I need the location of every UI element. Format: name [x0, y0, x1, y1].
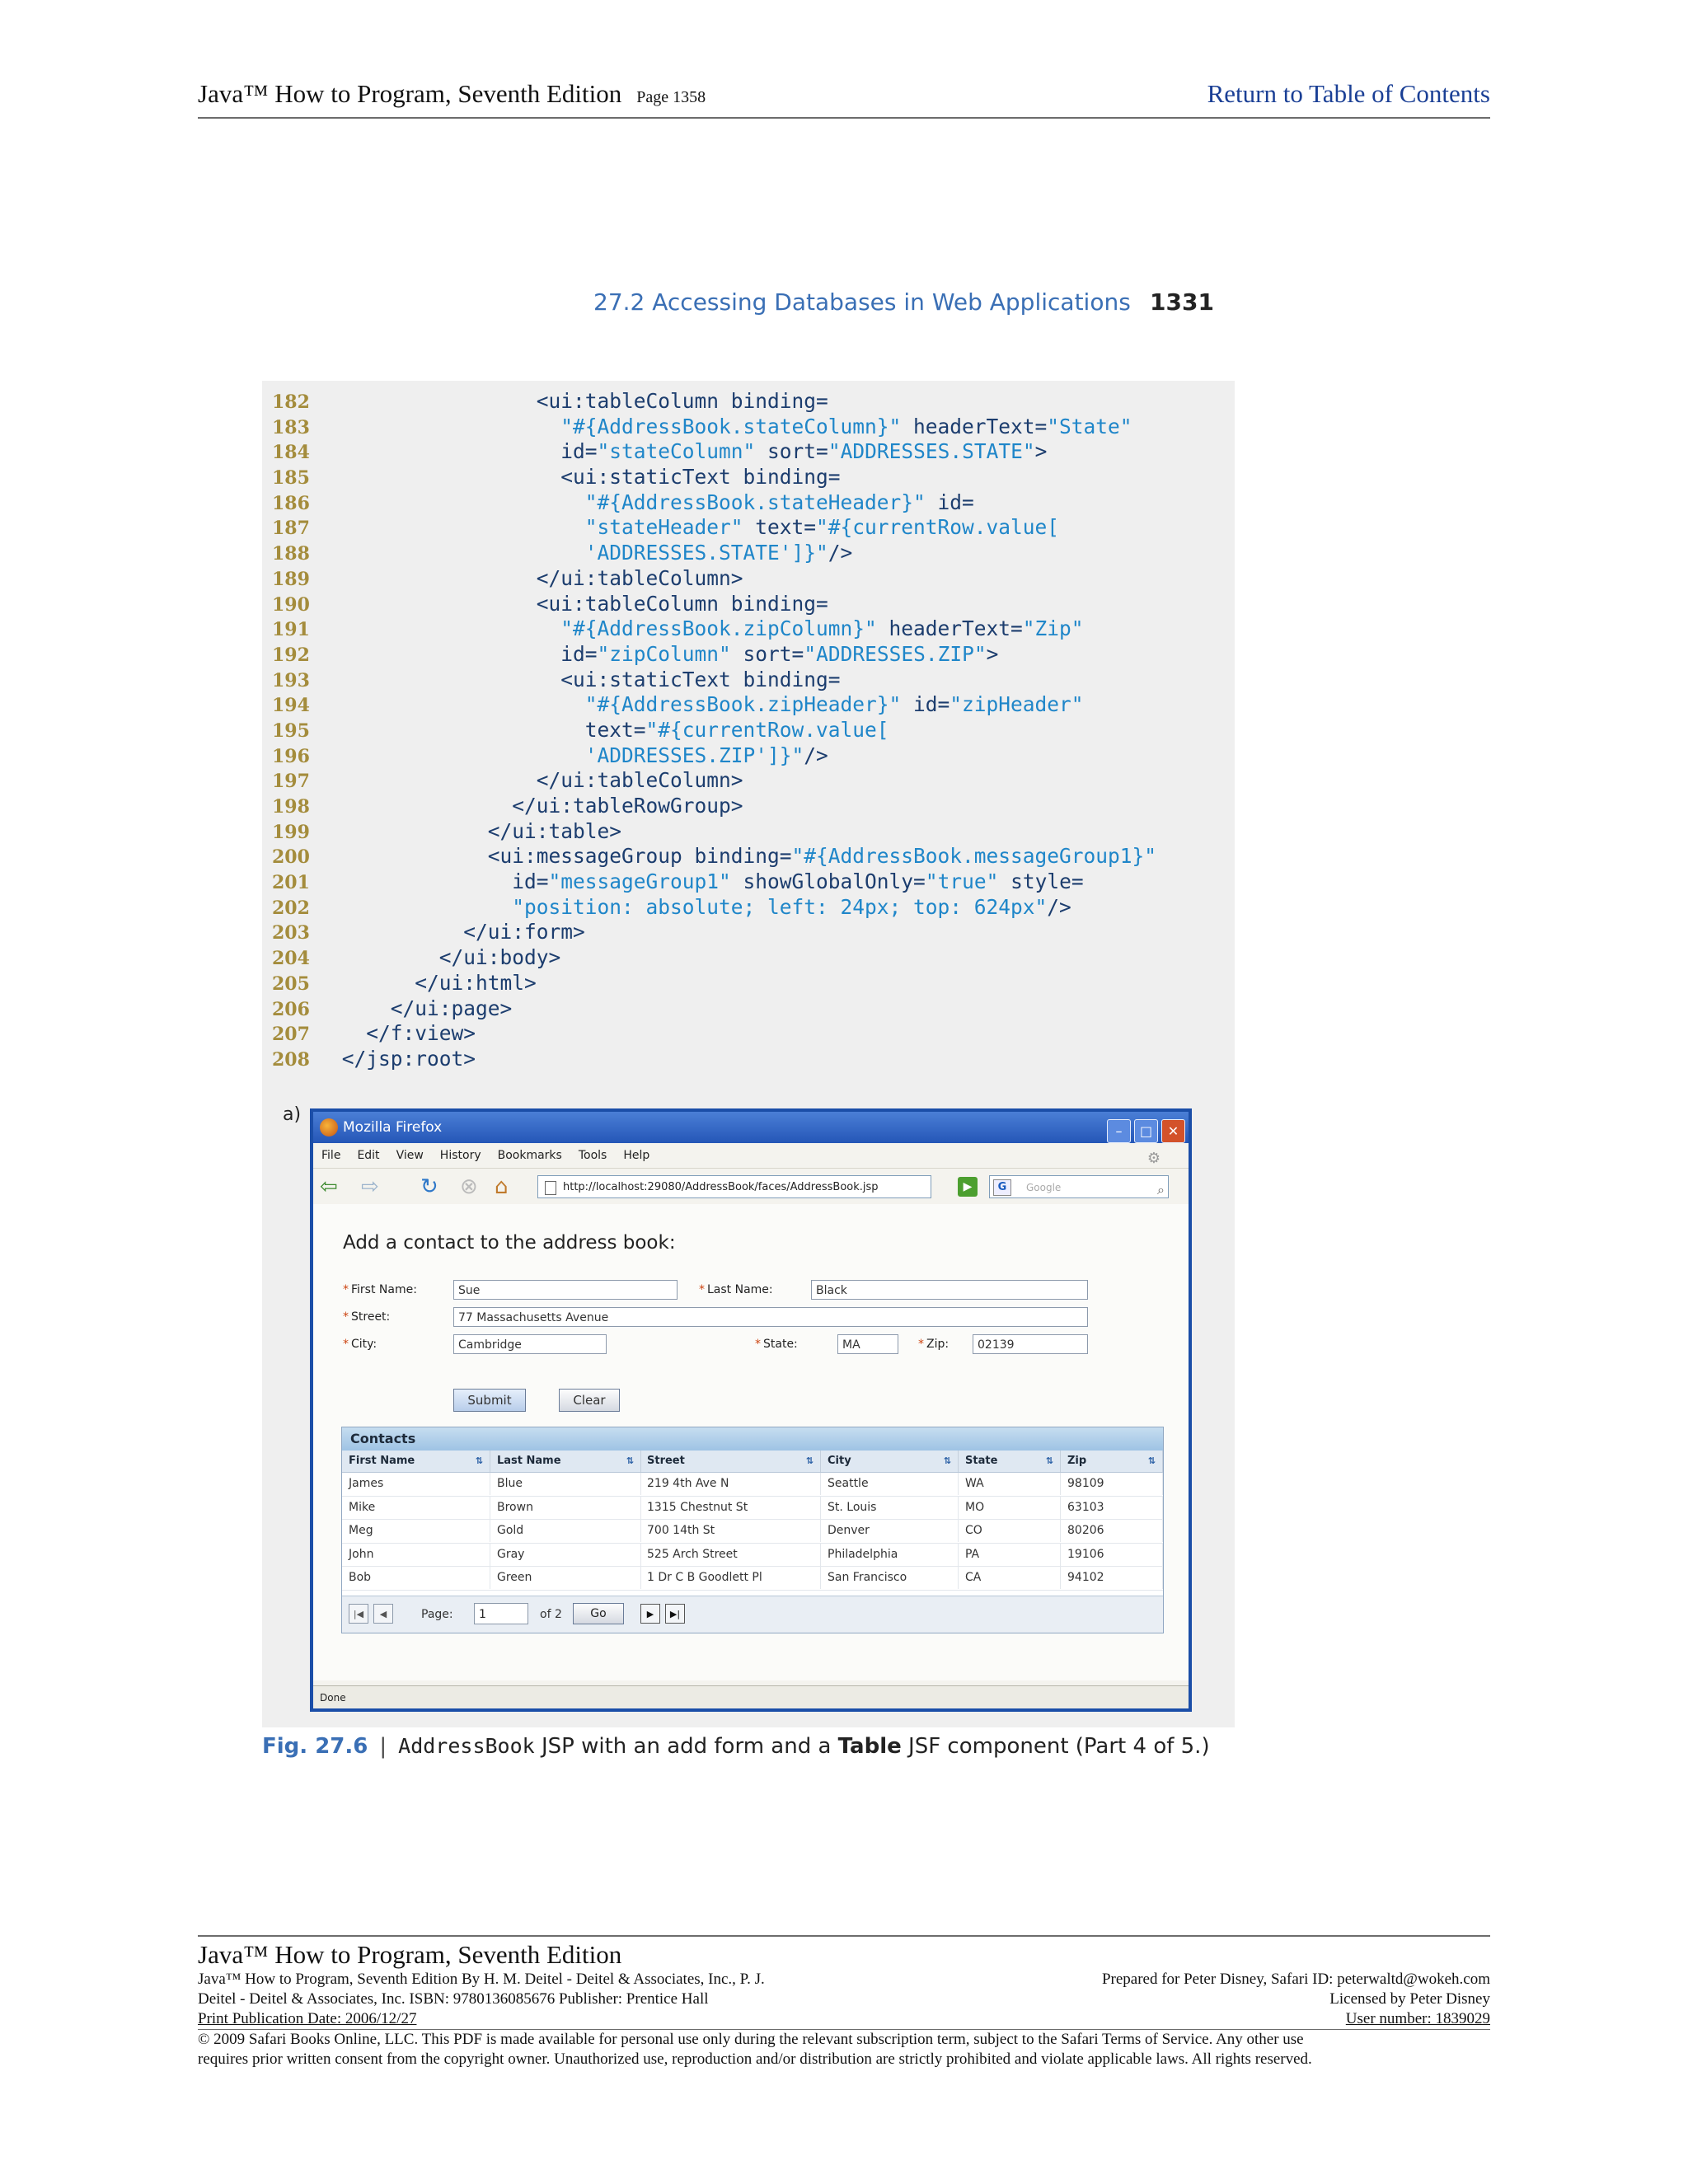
code-token: <ui:staticText binding= [560, 465, 841, 490]
code-token: </ui:tableColumn> [536, 768, 743, 793]
search-icon[interactable]: ⌕ [1157, 1182, 1165, 1197]
table-cell: Green [490, 1567, 641, 1589]
caption-separator: | [379, 1734, 387, 1759]
code-line [272, 439, 1232, 465]
search-placeholder: Google [1026, 1182, 1062, 1193]
form-title: Add a contact to the address book: [343, 1232, 676, 1254]
minimize-icon[interactable]: – [1107, 1119, 1131, 1143]
firefox-icon [320, 1118, 338, 1137]
footer-prepared-for: Prepared for Peter Disney, Safari ID: peterwaltd@wokeh.com [1101, 1971, 1490, 1988]
table-cell: Mike [342, 1497, 490, 1519]
copyright-line-1: © 2009 Safari Books Online, LLC. This PDF is made available for personal use only during the relevant subscription term, subject to the Safari Terms of Service. Any other use [198, 2031, 1304, 2048]
line-number: 193 [272, 669, 310, 691]
close-icon[interactable]: ✕ [1161, 1119, 1185, 1143]
column-header[interactable] [821, 1451, 959, 1472]
footer-row-1 [198, 1970, 1490, 1990]
table-cell: 700 14th St [640, 1520, 821, 1542]
code-token: "zipColumn" [597, 641, 731, 666]
footer-author: Java™ How to Program, Seventh Edition By H. M. Deitel - Deitel & Associates, Inc., P. J. [198, 1971, 765, 1988]
footer-pub-date: Print Publication Date: 2006/12/27 [198, 2010, 417, 2027]
line-number: 188 [272, 543, 310, 565]
line-number: 187 [272, 518, 310, 540]
code-token: </ui:body> [438, 945, 561, 970]
code-line [272, 465, 1232, 490]
line-number: 191 [272, 619, 310, 641]
maximize-icon[interactable]: □ [1134, 1119, 1158, 1143]
page-content [313, 1204, 1189, 1680]
code-token: "Zip" [1022, 616, 1084, 641]
code-token: > [986, 641, 999, 666]
column-header[interactable] [1061, 1451, 1163, 1472]
table-cell: CO [959, 1520, 1061, 1542]
line-number: 197 [272, 771, 310, 793]
first-name-field[interactable]: Sue [453, 1280, 678, 1300]
header-title-text: Java™ How to Program, Seventh Edition [198, 79, 622, 108]
line-number: 207 [272, 1024, 310, 1046]
code-token: showGlobalOnly= [730, 869, 926, 894]
section-title: 27.2 Accessing Databases in Web Applications [593, 288, 1131, 316]
page-footer [198, 1935, 1490, 2069]
table-title: Contacts [342, 1427, 1163, 1451]
copyright-line-2: requires prior written consent from the copyright owner. Unauthorized use, reproduction and/or distribution are strictly prohibited and violate applicable laws. All rights reserved. [198, 2050, 1312, 2068]
table-header-row [342, 1451, 1163, 1473]
zip-label: * Zip: [918, 1338, 950, 1351]
page-number-input[interactable]: 1 [474, 1603, 528, 1624]
code-token: 'ADDRESSES.ZIP']}" [584, 743, 804, 767]
line-number: 182 [272, 391, 310, 413]
sort-icon[interactable]: ⇅ [805, 1455, 814, 1466]
google-icon: G [993, 1179, 1011, 1196]
table-cell: Blue [490, 1473, 641, 1495]
code-token: id= [925, 490, 974, 514]
table-body [342, 1473, 1163, 1591]
table-cell: John [342, 1544, 490, 1566]
state-label-text: State: [763, 1338, 798, 1351]
menu-item-edit[interactable]: Edit [357, 1149, 380, 1162]
first-name-label-text: First Name: [351, 1283, 417, 1296]
go-button[interactable]: Go [573, 1603, 624, 1624]
line-number: 195 [272, 719, 310, 742]
code-line [272, 490, 1232, 516]
sort-icon[interactable]: ⇅ [475, 1455, 483, 1466]
code-line [272, 616, 1232, 642]
code-token: /> [1047, 894, 1071, 919]
code-line [272, 692, 1232, 718]
forward-icon[interactable]: ⇨ [361, 1174, 379, 1199]
table-pager [342, 1596, 1163, 1633]
stop-icon[interactable]: ⊗ [460, 1174, 478, 1199]
sort-icon[interactable]: ⇅ [1045, 1455, 1053, 1466]
caption-code: AddressBook [398, 1734, 535, 1758]
state-field[interactable]: MA [837, 1334, 898, 1354]
table-row[interactable] [342, 1520, 1163, 1544]
table-cell: James [342, 1473, 490, 1495]
code-line [272, 895, 1232, 921]
code-token: </ui:html> [415, 970, 537, 995]
column-header[interactable] [342, 1451, 490, 1472]
code-token: headerText= [901, 414, 1048, 438]
code-line [272, 768, 1232, 794]
footer-isbn: Deitel - Deitel & Associates, Inc. ISBN: 9780136085676 Publisher: Prentice Hall [198, 1990, 709, 2008]
table-cell: MO [959, 1497, 1061, 1519]
code-line [272, 668, 1232, 693]
city-field[interactable]: Cambridge [453, 1334, 607, 1354]
code-token: id= [901, 692, 950, 717]
code-token: > [1034, 439, 1048, 464]
browser-window [310, 1108, 1192, 1712]
line-number: 183 [272, 416, 310, 438]
table-cell: CA [959, 1567, 1061, 1589]
code-token: <ui:tableColumn binding= [536, 389, 828, 413]
code-token: id= [512, 869, 549, 894]
navigation-toolbar [313, 1169, 1189, 1206]
menu-item-file[interactable]: File [321, 1149, 341, 1162]
zip-label-text: Zip: [926, 1338, 950, 1351]
back-icon[interactable]: ⇦ [320, 1174, 338, 1199]
menu-item-help[interactable]: Help [623, 1149, 650, 1162]
code-line [272, 541, 1232, 566]
page-header [198, 76, 1490, 119]
table-cell: 19106 [1061, 1544, 1163, 1566]
code-line [272, 869, 1232, 895]
state-label: * State: [755, 1338, 798, 1351]
code-token: </jsp:root> [341, 1046, 476, 1071]
line-number: 186 [272, 492, 310, 514]
table-cell: 525 Arch Street [640, 1544, 821, 1566]
sort-icon[interactable]: ⇅ [626, 1455, 634, 1466]
code-line [272, 945, 1232, 971]
table-cell: Denver [821, 1520, 959, 1542]
go-icon[interactable]: ▶ [958, 1177, 978, 1197]
caption-text-1: JSP with an add form and a [534, 1734, 838, 1759]
line-number: 201 [272, 872, 310, 894]
street-label: * Street: [343, 1310, 391, 1324]
code-line [272, 592, 1232, 617]
code-token: text= [584, 717, 646, 742]
code-token: sort= [755, 439, 828, 464]
code-line [272, 1047, 1232, 1072]
code-token: </ui:page> [390, 996, 513, 1020]
code-token: "stateHeader" [584, 515, 743, 540]
code-token: "stateColumn" [597, 439, 756, 464]
table-cell: PA [959, 1544, 1061, 1566]
code-token: "#{AddressBook.messageGroup1}" [791, 844, 1157, 869]
code-token: "zipHeader" [950, 692, 1084, 717]
line-number: 192 [272, 644, 310, 666]
table-cell: 1315 Chestnut St [640, 1497, 821, 1519]
header-page-label: Page 1358 [636, 88, 706, 106]
window-titlebar [313, 1112, 1189, 1143]
line-number: 190 [272, 593, 310, 616]
line-number: 205 [272, 972, 310, 995]
code-token: /> [828, 541, 853, 565]
footer-copyright [198, 2029, 1490, 2069]
table-cell: Meg [342, 1520, 490, 1542]
code-line [272, 515, 1232, 541]
page-icon [545, 1181, 556, 1195]
search-field[interactable] [989, 1175, 1169, 1198]
code-line [272, 415, 1232, 440]
column-header-label: City [828, 1455, 851, 1467]
throbber-icon: ⚙ [1146, 1150, 1160, 1167]
previous-page-icon[interactable]: ◀ [373, 1604, 393, 1624]
line-number: 194 [272, 695, 310, 717]
line-number: 200 [272, 846, 310, 869]
code-token: "ADDRESSES.ZIP" [804, 641, 987, 666]
table-cell: 94102 [1061, 1567, 1163, 1589]
table-cell: Philadelphia [821, 1544, 959, 1566]
contacts-table [341, 1427, 1164, 1633]
footer-row-2 [198, 1990, 1490, 2009]
code-token: "#{currentRow.value[ [816, 515, 1060, 540]
code-listing [272, 389, 1232, 1072]
table-cell: Bob [342, 1567, 490, 1589]
code-token: style= [998, 869, 1084, 894]
table-cell: 80206 [1061, 1520, 1163, 1542]
table-cell: Seattle [821, 1473, 959, 1495]
table-cell: Gray [490, 1544, 641, 1566]
first-name-label: * First Name: [343, 1283, 417, 1296]
column-header-label: State [965, 1455, 998, 1467]
zip-field[interactable]: 02139 [973, 1334, 1088, 1354]
code-line [272, 718, 1232, 743]
clear-button[interactable]: Clear [559, 1389, 620, 1412]
table-cell: 219 4th Ave N [640, 1473, 821, 1495]
reload-icon[interactable]: ↻ [420, 1174, 438, 1199]
code-token: <ui:tableColumn binding= [536, 591, 828, 616]
last-name-label: * Last Name: [699, 1283, 773, 1296]
running-head [593, 288, 1214, 316]
line-number: 206 [272, 998, 310, 1020]
table-row[interactable] [342, 1544, 1163, 1568]
table-cell: 98109 [1061, 1473, 1163, 1495]
code-token: "#{currentRow.value[ [645, 717, 889, 742]
line-number: 203 [272, 922, 310, 944]
line-number: 208 [272, 1048, 310, 1071]
table-cell: San Francisco [821, 1567, 959, 1589]
code-token: </ui:form> [463, 920, 585, 944]
menu-item-history[interactable]: History [439, 1149, 481, 1162]
menu-item-bookmarks[interactable]: Bookmarks [497, 1149, 562, 1162]
code-line [272, 566, 1232, 592]
line-number: 184 [272, 442, 310, 464]
home-icon[interactable]: ⌂ [495, 1174, 509, 1199]
code-token: id= [560, 439, 598, 464]
code-token: headerText= [876, 616, 1023, 641]
table-cell: 1 Dr C B Goodlett Pl [640, 1567, 821, 1589]
line-number: 202 [272, 897, 310, 919]
caption-text-2: JSF component (Part 4 of 5.) [901, 1734, 1210, 1759]
code-line [272, 1021, 1232, 1047]
next-page-icon[interactable]: ▶ [640, 1604, 660, 1624]
code-line [272, 642, 1232, 668]
table-cell: Brown [490, 1497, 641, 1519]
code-token: text= [743, 515, 817, 540]
header-book-title [198, 79, 706, 109]
code-token: "#{AddressBook.zipHeader}" [584, 692, 902, 717]
code-token: </ui:tableColumn> [536, 565, 743, 590]
submit-button[interactable]: Submit [453, 1389, 526, 1412]
column-header[interactable] [490, 1451, 641, 1472]
code-token: "true" [925, 869, 999, 894]
figure-caption [262, 1734, 1210, 1759]
column-header-label: Street [647, 1455, 685, 1467]
code-token: <ui:staticText binding= [560, 667, 841, 691]
line-number: 198 [272, 796, 310, 818]
first-page-icon[interactable]: |◀ [349, 1604, 368, 1624]
table-cell: St. Louis [821, 1497, 959, 1519]
column-header-label: Last Name [497, 1455, 561, 1467]
table-row[interactable] [342, 1567, 1163, 1591]
table-row[interactable] [342, 1473, 1163, 1497]
table-cell: WA [959, 1473, 1061, 1495]
toc-link[interactable]: Return to Table of Contents [1207, 79, 1490, 108]
status-bar: Done [313, 1685, 1189, 1708]
menu-item-view[interactable]: View [396, 1149, 424, 1162]
code-line [272, 996, 1232, 1022]
code-token: "messageGroup1" [548, 869, 731, 894]
code-token: "#{AddressBook.stateColumn}" [560, 414, 902, 438]
column-header[interactable] [959, 1451, 1061, 1472]
line-number: 189 [272, 568, 310, 590]
city-label: * City: [343, 1338, 377, 1351]
table-cell: Gold [490, 1520, 641, 1542]
column-header[interactable] [640, 1451, 821, 1472]
footer-licensed: Licensed by Peter Disney [1329, 1990, 1490, 2008]
menu-bar [313, 1143, 1189, 1169]
code-token: sort= [730, 641, 804, 666]
city-label-text: City: [351, 1338, 377, 1351]
column-header-label: Zip [1067, 1455, 1087, 1467]
code-token: </ui:table> [487, 818, 622, 843]
code-token: </ui:tableRowGroup> [512, 794, 743, 818]
line-number: 185 [272, 467, 310, 490]
code-token: "ADDRESSES.STATE" [828, 439, 1035, 464]
code-token: 'ADDRESSES.STATE']}" [584, 541, 828, 565]
page-count: of 2 [540, 1608, 562, 1621]
address-bar-text: http://localhost:29080/AddressBook/faces/AddressBook.jsp [563, 1181, 879, 1193]
code-token: /> [804, 743, 828, 767]
street-label-text: Street: [351, 1310, 391, 1324]
address-bar[interactable] [537, 1175, 931, 1198]
menu-item-tools[interactable]: Tools [578, 1149, 607, 1162]
last-name-label-text: Last Name: [707, 1283, 773, 1296]
code-token: "position: absolute; left: 24px; top: 624px" [512, 894, 1048, 919]
column-header-label: First Name [349, 1455, 415, 1467]
footer-user-number: User number: 1839029 [1345, 2010, 1490, 2027]
footer-title: Java™ How to Program, Seventh Edition [198, 1940, 622, 1969]
code-token: "#{AddressBook.zipColumn}" [560, 616, 877, 641]
page-label: Page: [421, 1608, 453, 1621]
code-line [272, 844, 1232, 869]
sort-icon[interactable]: ⇅ [1147, 1455, 1156, 1466]
code-line [272, 743, 1232, 769]
last-name-field[interactable]: Black [811, 1280, 1088, 1300]
screenshot-label: a) [283, 1104, 302, 1125]
line-number: 196 [272, 745, 310, 767]
code-token: <ui:messageGroup binding= [487, 844, 792, 869]
street-field[interactable]: 77 Massachusetts Avenue [453, 1307, 1088, 1327]
window-title: Mozilla Firefox [343, 1119, 443, 1136]
code-line [272, 389, 1232, 415]
caption-label: Fig. 27.6 [262, 1734, 368, 1759]
code-line [272, 794, 1232, 819]
footer-row-3 [198, 2009, 1490, 2029]
code-line [272, 819, 1232, 845]
code-token: "#{AddressBook.stateHeader}" [584, 490, 926, 514]
code-line [272, 920, 1232, 945]
caption-bold: Table [837, 1734, 902, 1759]
line-number: 199 [272, 821, 310, 843]
table-cell: 63103 [1061, 1497, 1163, 1519]
code-token: </f:view> [366, 1021, 476, 1046]
last-page-icon[interactable]: ▶| [665, 1604, 685, 1624]
sort-icon[interactable]: ⇅ [943, 1455, 951, 1466]
line-number: 204 [272, 948, 310, 970]
code-line [272, 971, 1232, 996]
code-token: "State" [1047, 414, 1132, 438]
table-row[interactable] [342, 1497, 1163, 1521]
code-token: id= [560, 641, 598, 666]
book-page-number: 1331 [1150, 288, 1214, 316]
